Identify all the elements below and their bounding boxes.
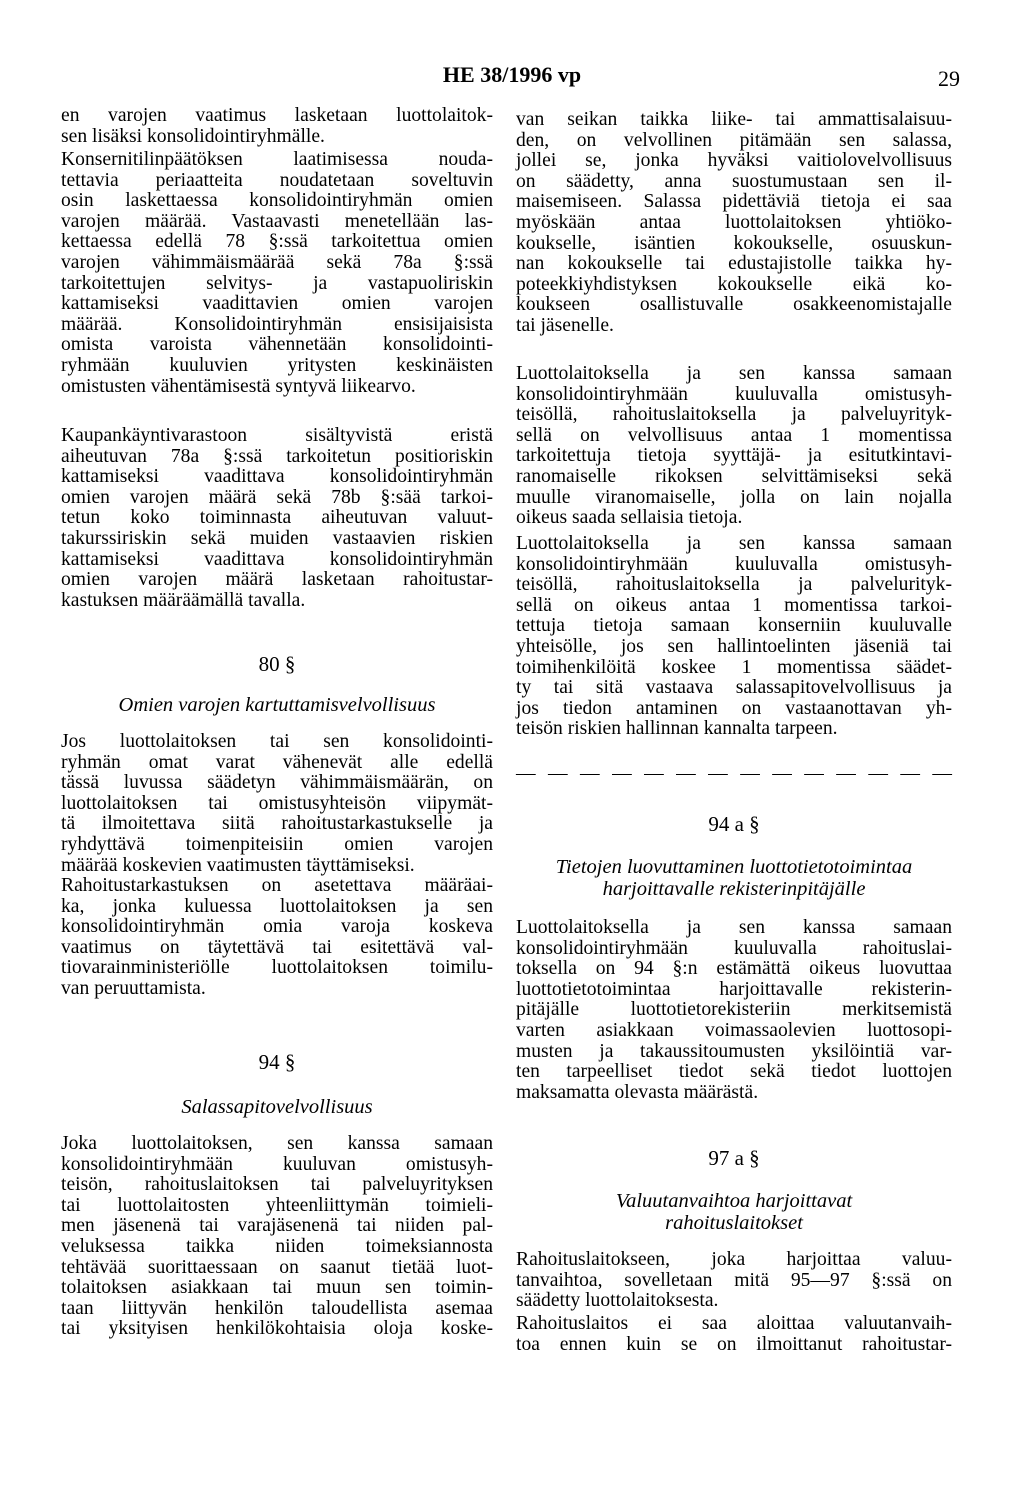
text-line: Konsernitilinpäätöksen laatimisessa nouda-	[61, 149, 493, 170]
text-line: teisöllä, rahoituslaitoksella ja palveluyrityk-	[516, 404, 952, 426]
paragraph	[516, 918, 952, 1103]
text-line: nan kokoukselle tai edustajistolle taikka hy-	[516, 253, 952, 275]
text-line: Kaupankäyntivarastoon sisältyvistä eristä	[61, 425, 493, 446]
text-line: yhteisölle, jos sen hallintoelinten jäseniä tai	[516, 635, 952, 657]
text-line: tanvaihtoa, sovelletaan mitä 95—97 §:ssä on	[516, 1269, 952, 1291]
section-heading	[61, 652, 493, 676]
document-title: HE 38/1996 vp	[442, 62, 582, 87]
text-line: ty tai sitä vastaava salassapitovelvollisuus ja	[516, 677, 952, 699]
text-line: varojen vähimmäismäärää sekä 78a §:ssä	[61, 251, 493, 273]
paragraph	[516, 110, 952, 337]
text-line: muulle viranomaiselle, jolla on lain nojalla	[516, 486, 952, 508]
text-line: Rahoitustarkastuksen on asetettava määräai-	[61, 875, 493, 896]
text-line: kattamiseksi vaadittavien omien varojen	[61, 293, 493, 315]
section-title: Salassapitovelvollisuus	[181, 1096, 373, 1118]
text-line: ten tarpeelliset tiedot sekä tiedot luottojen	[516, 1061, 952, 1083]
section-number: 80 §	[258, 652, 296, 676]
section-heading	[61, 1050, 493, 1074]
text-line: Luottolaitoksella ja sen kanssa samaan	[516, 363, 952, 384]
paragraph	[516, 1250, 952, 1312]
text-line: en varojen vaatimus lasketaan luottolaitok-	[61, 105, 493, 126]
text-line: osin laskettaessa konsolidointiryhmän omien	[61, 190, 493, 212]
paragraph	[61, 150, 493, 397]
text-line: konsolidointiryhmään kuuluvalla omistusyh-	[516, 553, 952, 575]
paragraph	[516, 534, 952, 740]
text-line: koukselle, isäntien kokoukselle, osuuskun-	[516, 232, 952, 254]
text-line: tai luottolaitosten yhteenliittymän toimieli-	[61, 1194, 493, 1216]
text-line: konsolidointiryhmän omia varoja koskeva	[61, 916, 493, 938]
text-line: poteekkiyhdistyksen kokoukselle eikä ko-	[516, 273, 952, 295]
text-line: van seikan taikka liike- tai ammattisalaisuu-	[516, 109, 952, 130]
text-line: omista varoista vähennetään konsolidointi-	[61, 334, 493, 356]
section-heading	[61, 694, 493, 716]
text-line: konsolidointiryhmään kuuluvalla omistusyh-	[516, 383, 952, 405]
paragraph	[61, 876, 493, 1000]
text-line: ryhdyttävä toimenpiteisiin omien varojen	[61, 833, 493, 855]
paragraph	[61, 1134, 493, 1340]
text-line: sellä on oikeus antaa 1 momentissa tarkoi-	[516, 594, 952, 616]
paragraph	[61, 106, 493, 147]
text-line: taan liittyvän henkilön taloudellista asemaa	[61, 1297, 493, 1319]
section-title: rahoituslaitokset	[665, 1212, 803, 1234]
text-line: aiheutuvan 78a §:ssä tarkoitetun positioriskin	[61, 445, 493, 467]
text-line: veluksessa taikka niiden toimeksiannosta	[61, 1235, 493, 1257]
paragraph	[61, 732, 493, 876]
text-line: tä ilmoitettava siitä rahoitustarkastukselle ja	[61, 813, 493, 835]
text-line: konsolidointiryhmään kuuluvan omistusyh-	[61, 1153, 493, 1175]
text-line: toa ennen kuin se on ilmoittanut rahoitustar-	[516, 1333, 952, 1355]
text-line: ka, jonka kuluessa luottolaitoksen ja sen	[61, 895, 493, 917]
text-line: tettuja tietoja samaan konserniin kuuluvalle	[516, 615, 952, 637]
paragraph	[516, 1314, 952, 1355]
text-line: luottolaitoksen tai omistusyhteisön viipymät-	[61, 792, 493, 814]
section-number: 94 §	[258, 1050, 296, 1074]
text-line: sellä on velvollisuus antaa 1 momentissa	[516, 424, 952, 446]
text-line: teisön riskien hallinnan kannalta tarpeen.	[516, 718, 838, 740]
text-line: Joka luottolaitoksen, sen kanssa samaan	[61, 1133, 493, 1154]
text-line: Luottolaitoksella ja sen kanssa samaan	[516, 533, 952, 554]
text-line: ranomaiselle rikoksen selvittämiseksi sekä	[516, 465, 952, 487]
section-number: 97 a §	[708, 1146, 760, 1170]
text-line: tettavia periaatteita noudatetaan soveltuvin	[61, 169, 493, 191]
section-heading	[516, 856, 952, 900]
text-line: varten asiakkaan voimassaolevien luottosopi-	[516, 1019, 952, 1041]
page-number: 29	[938, 66, 960, 91]
text-line: tarkoitettujen selvitys- ja vastapuoliriskin	[61, 272, 493, 294]
text-line: omien varojen määrä sekä 78b §:sää tarkoi-	[61, 486, 493, 508]
text-line: ryhmän omat varat vähenevät alle edellä	[61, 751, 493, 773]
text-line: on säädetty, anna suostumustaan sen il-	[516, 170, 952, 192]
text-line: teisöllä, rahoituslaitoksella ja palvelurityk-	[516, 574, 952, 596]
text-line: kattamiseksi vaadittava konsolidointiryhmän	[61, 548, 493, 570]
text-line: Jos luottolaitoksen tai sen konsolidointi-	[61, 731, 493, 752]
text-line: tässä luvussa säädetyn vähimmäismäärän, on	[61, 772, 493, 794]
text-line: koukseen osallistuvalle osakkeenomistajalle	[516, 294, 952, 316]
section-number: 94 a §	[708, 812, 760, 836]
section-heading	[516, 1190, 952, 1234]
paragraph	[516, 364, 952, 529]
page-header	[0, 58, 1024, 98]
dash-separator: — — — — — — — — — — — — — —	[516, 763, 952, 784]
text-line: vaatimus on täytettävä tai esitettävä val-	[61, 936, 493, 958]
text-line: toimihenkilöitä koskee 1 momentissa säädet-	[516, 656, 952, 678]
text-line: säädetty luottolaitoksesta.	[516, 1290, 719, 1312]
text-line: pitäjälle luottotietorekisteriin merkitsemistä	[516, 999, 952, 1021]
text-line: oikeus saada sellaisia tietoja.	[516, 507, 743, 529]
text-line: ryhmään kuuluvien yritysten keskinäisten	[61, 354, 493, 376]
section-title: Tietojen luovuttaminen luottotietotoimintaa	[555, 856, 913, 878]
text-line: maisemiseen. Salassa pidettäviä tietoja ei saa	[516, 191, 952, 213]
text-line: Luottolaitoksella ja sen kanssa samaan	[516, 917, 952, 938]
text-line: tolaitoksen asiakkaan tai muun sen toimin-	[61, 1277, 493, 1299]
paragraph	[61, 426, 493, 611]
section-heading	[516, 812, 952, 836]
text-line: men jäsenenä tai varajäsenenä tai niiden pal-	[61, 1215, 493, 1237]
text-line: kattamiseksi vaadittava konsolidointiryhmän	[61, 466, 493, 488]
text-line: tai jäsenelle.	[516, 314, 614, 336]
text-line: maksamatta olevasta määrästä.	[516, 1081, 759, 1103]
text-line: kastuksen määräämällä tavalla.	[61, 589, 306, 611]
text-line: teisön, rahoituslaitoksen tai palveluyrityksen	[61, 1174, 493, 1196]
section-separator	[516, 764, 952, 785]
section-title: Valuutanvaihtoa harjoittavat	[615, 1190, 853, 1212]
text-line: takurssiriskin sekä muiden vastaavien riskien	[61, 527, 493, 549]
text-line: kettaessa edellä 78 §:ssä tarkoitettua omien	[61, 231, 493, 253]
text-line: Rahoituslaitokseen, joka harjoittaa valuu-	[516, 1249, 952, 1270]
section-heading	[61, 1096, 493, 1118]
text-line: määrää koskevien vaatimusten täyttämiseksi.	[61, 854, 415, 876]
text-line: tarkoitettuja tietoja syyttäjä- ja esitutkintavi-	[516, 445, 952, 467]
text-line: tai yksityisen henkilökohtaisia oloja koske-	[61, 1318, 493, 1340]
text-line: den, on velvollinen pitämään sen salassa,	[516, 129, 952, 151]
text-line: jos tiedon antaminen on vastaanottavan yh-	[516, 697, 952, 719]
text-line: luottotietotoimintaa harjoittavalle rekisterin-	[516, 978, 952, 1000]
text-line: tehtävää suorittaessaan on saanut tietää luot-	[61, 1256, 493, 1278]
text-line: myöskään antaa luottolaitoksen yhtiöko-	[516, 211, 952, 233]
text-line: varojen määrää. Vastaavasti menetellään las-	[61, 210, 493, 232]
text-line: tetun koko toiminnasta aiheutuvan valuut-	[61, 507, 493, 529]
text-line: omistusten vähentämisestä syntyvä liikearvo.	[61, 375, 416, 397]
text-line: jollei se, jonka hyväksi vaitiolovelvollisuus	[516, 150, 952, 172]
text-line: määrää. Konsolidointiryhmän ensisijaisista	[61, 313, 493, 335]
text-line: Rahoituslaitos ei saa aloittaa valuutanvaih-	[516, 1313, 952, 1334]
text-line: sen lisäksi konsolidointiryhmälle.	[61, 125, 325, 147]
section-heading	[516, 1146, 952, 1170]
text-line: van peruuttamista.	[61, 977, 206, 999]
section-title: harjoittavalle rekisterinpitäjälle	[602, 878, 866, 900]
text-line: omien varojen määrä lasketaan rahoitustar-	[61, 569, 493, 591]
text-line: konsolidointiryhmään kuuluvalla rahoituslai-	[516, 937, 952, 959]
text-line: toksella on 94 §:n estämättä oikeus luovuttaa	[516, 958, 952, 980]
text-line: tiovarainministeriölle luottolaitoksen toimilu-	[61, 957, 493, 979]
text-line: musten ja takaussitoumusten yksilöintiä var-	[516, 1040, 952, 1062]
section-title: Omien varojen kartuttamisvelvollisuus	[118, 694, 436, 716]
